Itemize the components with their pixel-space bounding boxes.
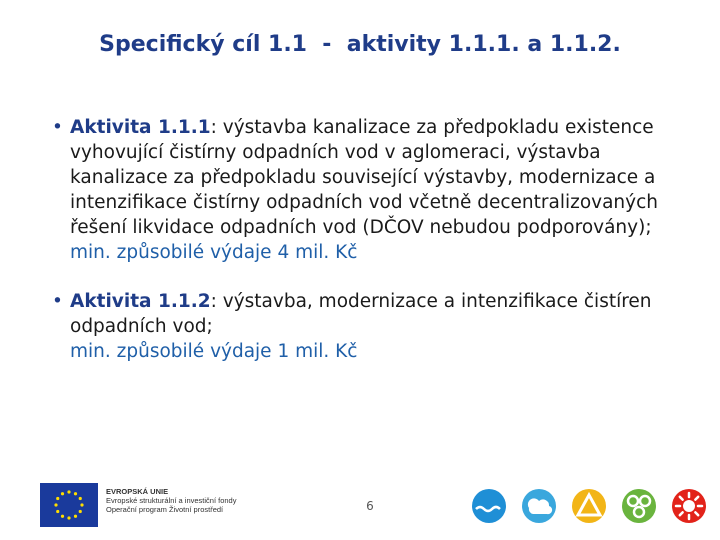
- slide-title: Specifický cíl 1.1 - aktivity 1.1.1. a 1.1.2.: [99, 32, 621, 57]
- eu-star-icon: [67, 516, 70, 519]
- eu-star-icon: [61, 492, 64, 495]
- eu-label: [106, 487, 236, 514]
- eu-line: Operační program Životní prostředí: [106, 505, 224, 514]
- bullet-icon: •: [52, 117, 63, 138]
- waste-logo-icon: [570, 487, 608, 525]
- nature-logo-icon: [620, 487, 658, 525]
- footer: [0, 475, 720, 535]
- eu-star-icon: [80, 503, 83, 506]
- page-number: 6: [366, 499, 374, 513]
- bullet-cost: min. způsobilé výdaje 4 mil. Kč: [70, 242, 358, 263]
- eu-flag-graphic: [40, 483, 98, 527]
- water-logo-icon: [470, 487, 508, 525]
- energy-logo-icon: [670, 487, 708, 525]
- eu-line: EVROPSKÁ UNIE: [106, 487, 169, 496]
- eu-star-icon: [79, 497, 82, 500]
- bullet-cost: min. způsobilé výdaje 1 mil. Kč: [70, 341, 358, 362]
- air-logo-icon: [520, 487, 558, 525]
- eu-star-icon: [74, 492, 77, 495]
- bullet-body: : výstavba, modernizace a intenzifikace čistíren odpadních vod;: [70, 291, 652, 337]
- eu-star-icon: [54, 503, 57, 506]
- program-logos: [470, 487, 710, 527]
- bullet-item: [50, 289, 690, 364]
- eu-star-icon: [61, 515, 64, 518]
- eu-line: Evropské strukturální a investiční fondy: [106, 496, 237, 505]
- bullet-item: [50, 115, 690, 265]
- eu-star-icon: [74, 515, 77, 518]
- eu-star-icon: [79, 510, 82, 513]
- eu-star-icon: [67, 490, 70, 493]
- bullet-heading: Aktivita 1.1.2: [70, 291, 211, 312]
- eu-star-icon: [56, 497, 59, 500]
- bullet-list: [50, 115, 690, 364]
- bullet-heading: Aktivita 1.1.1: [70, 117, 211, 138]
- bullet-body: : výstavba kanalizace za předpokladu existence vyhovující čistírny odpadních vod v aglomeraci, výstavba kanalizace za předpokladu související výstavby, modernizace a intenzifikace čistírny odpadních vod včetně decentralizovaných řešení likvidace odpadních vod (DČOV nebudou podporovány);: [70, 117, 658, 238]
- eu-star-icon: [56, 510, 59, 513]
- bullet-icon: •: [52, 291, 63, 312]
- eu-flag-icon: [40, 483, 98, 527]
